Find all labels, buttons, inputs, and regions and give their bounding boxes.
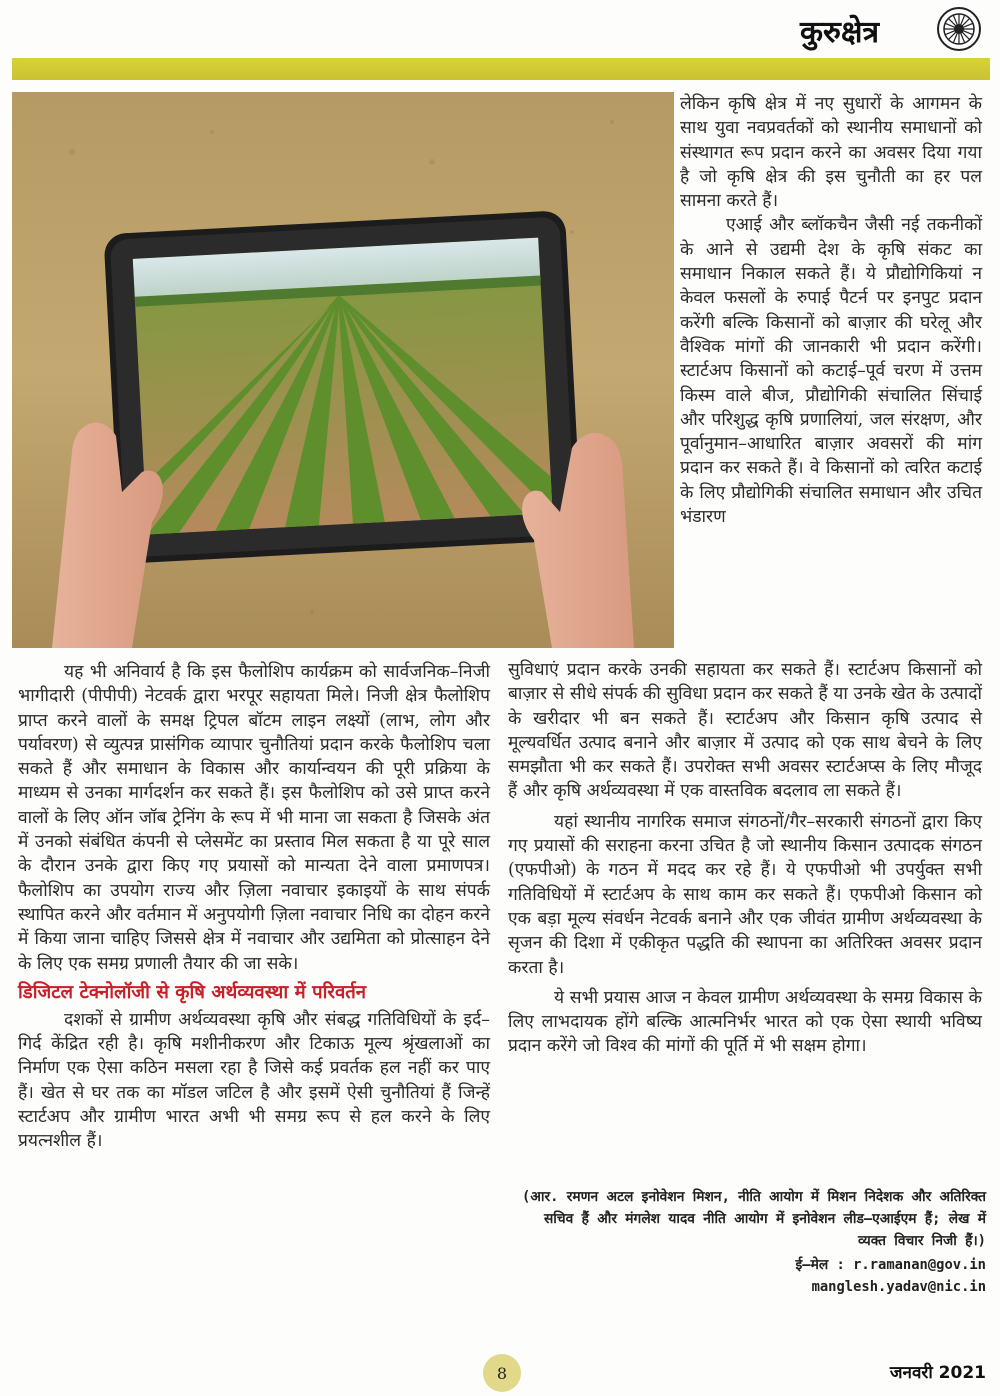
paragraph: एआई और ब्लॉकचैन जैसी नई तकनीकों के आने से उद्यमी देश के कृषि संकट का समाधान निकाल सकते हैं। ये प्रौद्योगिकियां न केवल फसलों के रुपाई पैटर्न पर इनपुट प्रदान करेंगी बल्कि किसानों को बाज़ार की घरेलू और वैश्विक मांगों की जानकारी भी प्रदान करेंगी। स्टार्टअप किसानों को कटाई–पूर्व चरण में उत्तम किस्म वाले बीज, प्रौद्योगिकी संचालित सिंचाई और परिशुद्ध कृषि प्रणालियां, जल संरक्षण, और पूर्वानुमान–आधारित बाज़ार अवसरों की मांग प्रदान कर सकते हैं। वे किसानों को त्वरित कटाई के लिए प्रौद्योगिकी संचालित समाधान और उचित भंडारण: [680, 215, 982, 528]
masthead: [760, 6, 990, 54]
right-column-continued: [508, 658, 982, 1059]
paragraph: ये सभी प्रयास आज न केवल ग्रामीण अर्थव्यवस्था के समग्र विकास के लिए लाभदायक होंगे बल्कि आत्मनिर्भर भारत को एक ऐसा स्थायी भविष्य प्रदान करेंगे जो विश्व की मांगों की पूर्ति में भी सक्षम होगा।: [508, 987, 982, 1057]
tablet-farm-field-photo: [12, 92, 674, 648]
header-band: [12, 58, 990, 80]
chakra-emblem-icon: [936, 6, 982, 52]
issue-date: जनवरी 2021: [889, 1363, 986, 1383]
right-column-top: [680, 92, 982, 529]
paragraph: यह भी अनिवार्य है कि इस फैलोशिप कार्यक्रम को सार्वजनिक–निजी भागीदारी (पीपीपी) नेटवर्क द्वारा भरपूर सहायता मिले। निजी क्षेत्र फैलोशिप प्राप्त करने वालों के समक्ष ट्रिपल बॉटम लाइन लक्ष्यों (लाभ, लोग और पर्यावरण) से व्युत्पन्न प्रासंगिक व्यापार चुनौतियां प्रदान करके फैलोशिप चला सकते हैं और समाधान के विकास और कार्यान्वयन की पूरी प्रक्रिया के माध्यम से उनका मार्गदर्शन कर सकते हैं। इस फैलोशिप को उसे प्राप्त करने वालों के लिए ऑन जॉब ट्रेनिंग के रूप में भी माना जा सकता है जिसके अंत में उनको संबंधित कंपनी से प्लेसमेंट का प्रस्ताव मिल सकता है या पूरे साल के दौरान उनके द्वारा किए गए प्रयासों को मान्यता देने वाला प्रमाणपत्र। फैलोशिप का उपयोग राज्य और ज़िला नवाचार इकाइयों के साथ संपर्क स्थापित करने और वर्तमान में अनुपयोगी ज़िला नवाचार निधि का दोहन करने में किया जाना चाहिए जिससे क्षेत्र में नवाचार और उद्यमिता को प्रोत्साहन देने के लिए एक समग्र प्रणाली तैयार की जा सके।: [18, 662, 490, 974]
paragraph: सुविधाएं प्रदान करके उनकी सहायता कर सकते हैं। स्टार्टअप किसानों को बाज़ार से सीधे संपर्क की सुविधा प्रदान कर सकते हैं या उनके खेत के उत्पादों के खरीदार भी बन सकते हैं। स्टार्टअप और किसान कृषि उत्पाद से मूल्यवर्धित उत्पाद बनाने और बाज़ार में उत्पाद को एक साथ बेचने के लिए समझौता भी कर सकते हैं। उपरोक्त सभी अवसर स्टार्टअप्स के लिए मौजूद हैं और कृषि अर्थव्यवस्था में एक वास्तविक बदलाव ला सकते हैं।: [508, 660, 982, 802]
paragraph: लेकिन कृषि क्षेत्र में नए सुधारों के आगमन के साथ युवा नवप्रवर्तकों को स्थानीय समाधानों को संस्थागत रूप प्रदान करने का अवसर दिया गया है जो कृषि क्षेत्र की इस चुनौती का हर पल सामना करते हैं।: [680, 94, 982, 212]
section-subheading: डिजिटल टेक्नोलॉजी से कृषि अर्थव्यवस्था में परिवर्तन: [18, 981, 367, 1003]
paragraph: यहां स्थानीय नागरिक समाज संगठनों/गैर–सरकारी संगठनों द्वारा किए गए प्रयासों की सराहना करना उचित है जो स्थानीय किसान उत्पादक संगठन (एफपीओ) के गठन में मदद कर रहे हैं। ये एफपीओ भी उपर्युक्त सभी गतिविधियों में स्टार्टअप के साथ काम कर सकते हैं। एफपीओ किसान को एक बड़ा मूल्य संवर्धन नेटवर्क बनाने और एक जीवंत ग्रामीण अर्थव्यवस्था के सृजन की दिशा में एकीकृत पद्धति की स्थापना का अतिरिक्त अवसर प्रदान करता है।: [508, 811, 982, 978]
paragraph: दशकों से ग्रामीण अर्थव्यवस्था कृषि और संबद्ध गतिविधियों के इर्द–गिर्द केंद्रित रही है। कृषि मशीनीकरण और टिकाऊ मूल्य श्रृंखलाओं का निर्माण एक ऐसा कठिन मसला रहा है जिसे कई प्रवर्तक हल नहीं कर पाए हैं। खेत से घर तक का मॉडल जटिल है और इसमें ऐसी चुनौतियां हैं जिन्हें स्टार्टअप और ग्रामीण भारत अभी भी समग्र रूप से हल करने के लिए प्रयत्नशील हैं।: [18, 1009, 490, 1152]
left-column: [18, 660, 490, 1154]
email-line: ई–मेल : r.ramanan@gov.in: [795, 1257, 986, 1273]
author-emails: [700, 1254, 986, 1298]
magazine-title: कुरुक्षेत्र: [800, 15, 880, 50]
page-number: 8: [483, 1354, 521, 1392]
email-line: manglesh.yadav@nic.in: [811, 1279, 986, 1295]
author-byline: (आर. रमणन अटल इनोवेशन मिशन, नीति आयोग में मिशन निदेशक और अतिरिक्त सचिव हैं और मंगलेश यादव नीति आयोग में इनोवेशन लीड–एआईएम हैं; लेख में व्यक्त विचार निजी हैं।): [522, 1189, 986, 1249]
